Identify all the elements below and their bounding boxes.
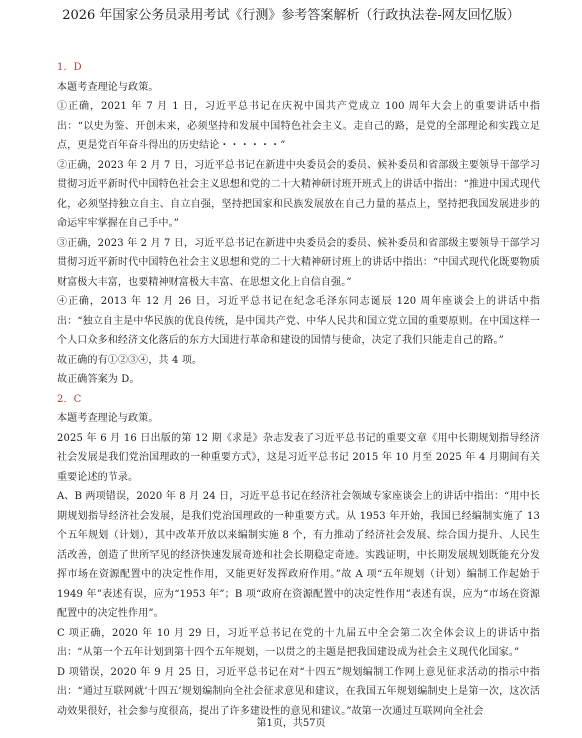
- question-1-item-3: ③正确，2023 年 2 月 7 日，习近平总书记在新进中央委员会的委员、候补委员和省部级主要领导干部学习贯彻习近平新时代中国特色社会主义思想和党的二十大精神研讨班上的讲话中指出：“中国式现代化既要物质财富极大丰富，也要精神财富极大丰富、在思想文化上自信自强。”: [57, 237, 540, 288]
- page-footer: 第1页，共57页: [256, 718, 326, 729]
- document-body: [57, 58, 540, 721]
- question-2-option-d: D 项错误，2020 年 9 月 25 日，习近平总书记在对“十四五”规划编制工作网上意见征求活动的指示中指出：“通过互联网就‘十四五’规划编制向全社会征求意见和建议，在我国五年规划编制史上是第一次，这次活动效果很好，社会参与度很高，提出了许多建设性的意见和建议。”故第一次通过互联网向全社会: [57, 666, 540, 717]
- page-title: 2026 年国家公务员录用考试《行测》参考答案解析（行政执法卷-网友回忆版）: [62, 8, 520, 23]
- question-2-intro: 2025 年 6 月 16 日出版的第 12 期《求是》杂志发表了习近平总书记的重要文章《用中长期规划指导经济社会发展是我们党治国理政的一种重要方式》，这是习近平总书记 2015 年 10 月至 2025 年 4 月期间有关重要论述的节录。: [57, 432, 540, 483]
- question-2-number: 2．C: [57, 393, 82, 405]
- question-1-item-4: ④正确，2013 年 12 月 26 日，习近平总书记在纪念毛泽东同志诞辰 120 周年座谈会上的讲话中指出：“独立自主是中华民族的优良传统，是中国共产党、中华人民共和国立党立国的重要原则。在中国这样一个人口众多和经济文化落后的东方大国进行革命和建设的国情与使命，决定了我们只能走自己的路。”: [57, 296, 540, 346]
- question-1-number: 1．D: [57, 62, 82, 73]
- question-1-answer: 故正确答案为 D。: [57, 374, 140, 385]
- question-1-item-2: ②正确，2023 年 2 月 7 日，习近平总书记在新进中央委员会的委员、候补委员和省部级主要领导干部学习贯彻习近平新时代中国特色社会主义思想和党的二十大精神研讨班开班式上的讲话中指出：“推进中国式现代化，必须坚持独立自主、自立自强，坚持把国家和民族发展放在自己力量的基点上，坚持把我国发展进步的命运牢牢掌握在自己手中。”: [57, 159, 540, 229]
- question-2-option-c: C 项正确，2020 年 10 月 29 日，习近平总书记在党的十九届五中全会第二次全体会议上的讲话中指出：“从第一个五年计划到第十四个五年规划，一以贯之的主题是把我国建设成为社会主义现代化国家。”: [57, 627, 540, 658]
- question-1-summary: 故正确的有①②③④，共 4 项。: [57, 354, 203, 366]
- question-2-topic: 本题考查理论与政策。: [57, 413, 159, 424]
- question-1-item-1: ①正确，2021 年 7 月 1 日，习近平总书记在庆祝中国共产党成立 100 周年大会上的重要讲话中指出：“以史为鉴、开创未来，必须坚持和发展中国特色社会主义。走自己的路，是党的全部理论和实践立足点，更是党百年奋斗得出的历史结论・・・・・・”: [57, 101, 540, 151]
- question-1-topic: 本题考查理论与政策。: [57, 81, 159, 93]
- question-2-option-ab: A、B 两项错误，2020 年 8 月 24 日，习近平总书记在经济社会领域专家座谈会上的讲话中指出：“用中长期规划指导经济社会发展，是我们党治国理政的一种重要方式。从 1953 年开始，我国已经编制实施了 13 个五年规划（计划），其中改革开放以来编制实施 8 个，有力推动了经济社会发展、综合国力提升、人民生活改善，创造了世所罕见的经济快速发展奇迹和社会长期稳定奇迹。实践证明，中长期发展规划既能充分发挥市场在资源配置中的决定性作用，又能更好发挥政府作用。”故 A 项“五年规划（计划）编制工作起始于 1949 年”表述有误，应为“1953 年”；B 项“政府在资源配置中的决定性作用”表述有误，应为“市场在资源配置中的决定性作用”。: [57, 491, 540, 619]
